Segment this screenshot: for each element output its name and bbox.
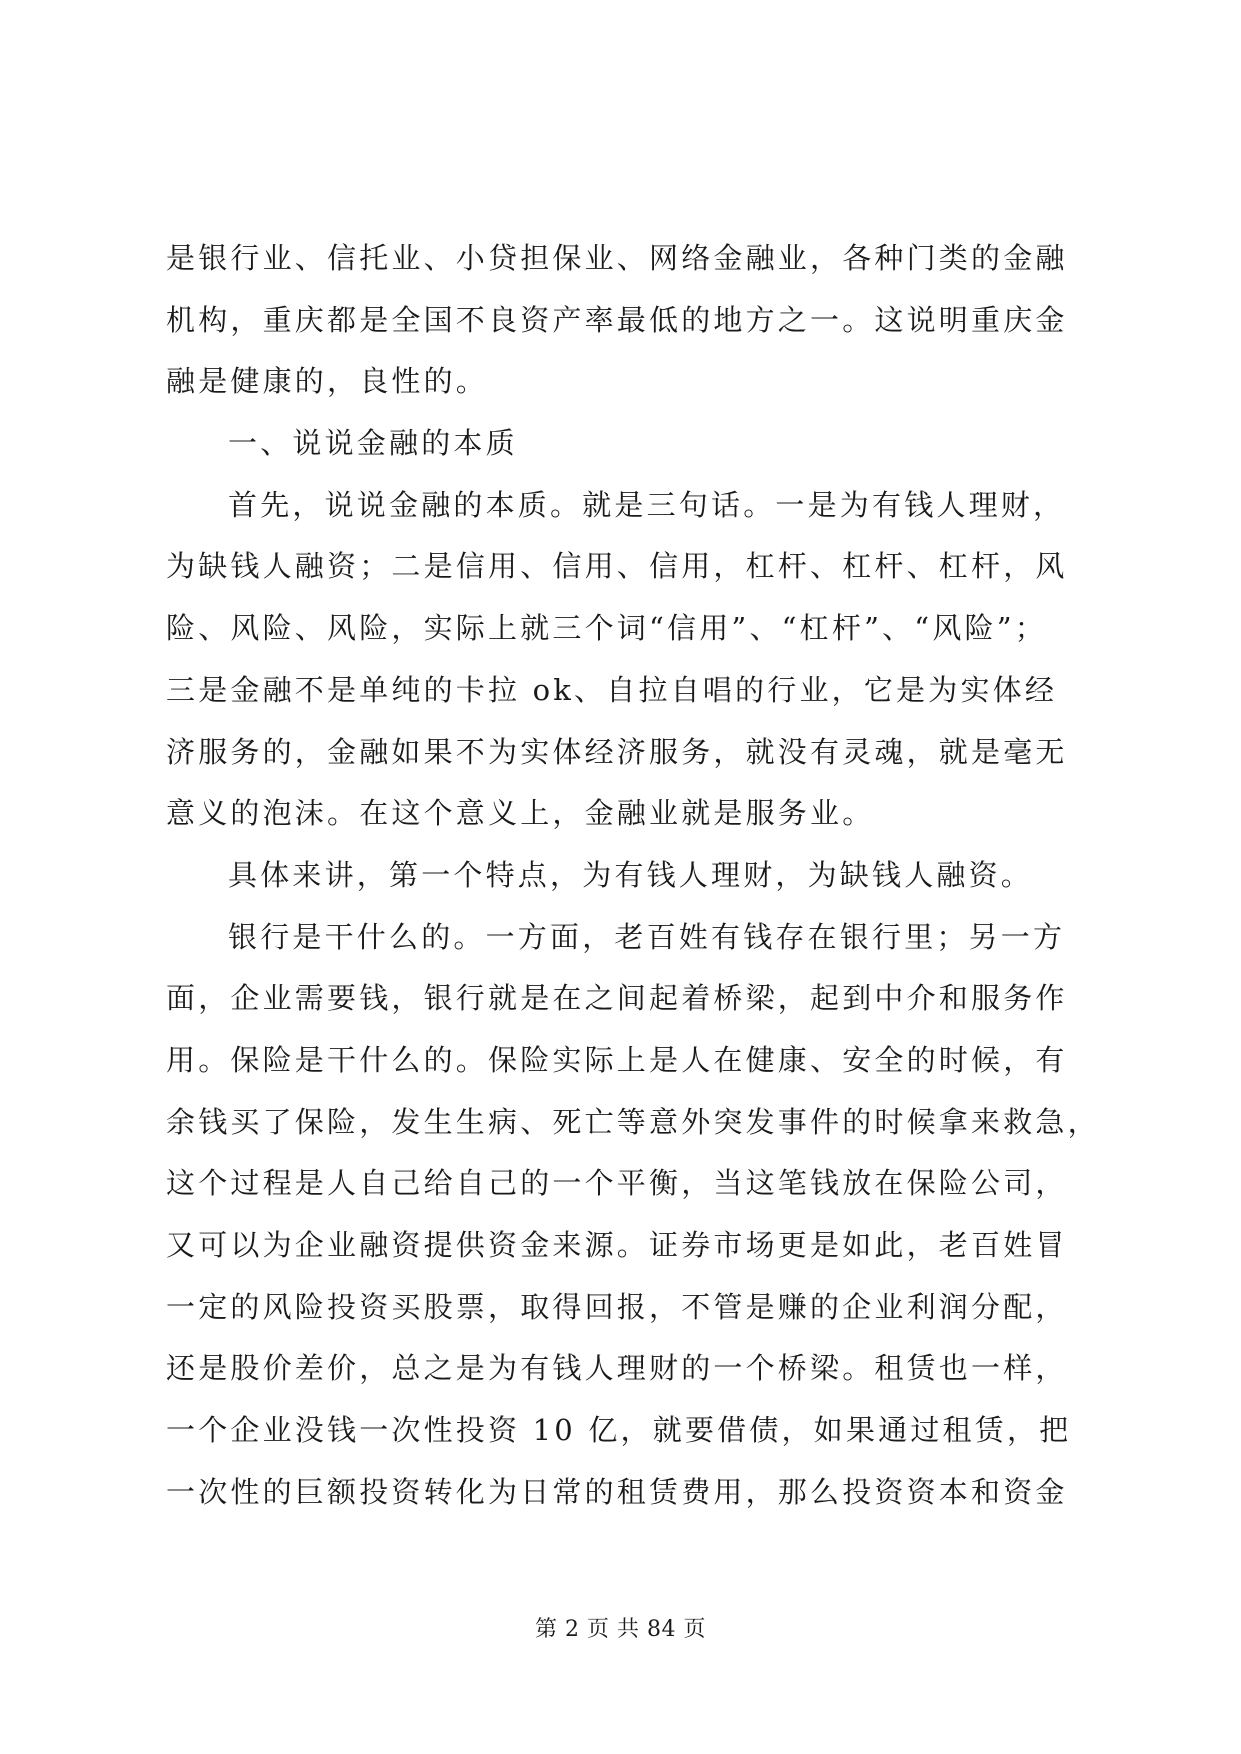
text-line: 用。保险是干什么的。保险实际上是人在健康、安全的时候，有 <box>166 1042 1068 1077</box>
document-body <box>166 228 1100 1523</box>
text-line: 面，企业需要钱，银行就是在之间起着桥梁，起到中介和服务作 <box>166 981 1068 1016</box>
text-line: 为缺钱人融资；二是信用、信用、信用，杠杆、杠杆、杠杆，风 <box>166 549 1068 584</box>
text-line: 三是金融不是单纯的卡拉 ok、自拉自唱的行业，它是为实体经 <box>166 672 1058 707</box>
page-number-footer: 第 2 页 共 84 页 <box>535 1617 706 1642</box>
text-line: 险、风险、风险，实际上就三个词“信用”、“杠杆”、“风险”； <box>166 611 1047 646</box>
text-line: 首先，说说金融的本质。就是三句话。一是为有钱人理财， <box>228 487 1066 522</box>
text-line: 余钱买了保险，发生生病、死亡等意外突发事件的时候拿来救急， <box>166 1104 1100 1139</box>
text-line: 具体来讲，第一个特点，为有钱人理财，为缺钱人融资。 <box>228 857 1034 892</box>
text-line: 机构，重庆都是全国不良资产率最低的地方之一。这说明重庆金 <box>166 302 1068 337</box>
text-line: 银行是干什么的。一方面，老百姓有钱存在银行里；另一方 <box>228 919 1066 954</box>
text-line: 还是股价差价，总之是为有钱人理财的一个桥梁。租赁也一样， <box>166 1351 1068 1386</box>
text-line: 意义的泡沫。在这个意义上，金融业就是服务业。 <box>166 796 875 831</box>
text-line: 是银行业、信托业、小贷担保业、网络金融业，各种门类的金融 <box>166 241 1068 275</box>
text-line: 一个企业没钱一次性投资 10 亿，就要借债，如果通过租赁，把 <box>166 1413 1072 1448</box>
text-line: 又可以为企业融资提供资金来源。证券市场更是如此，老百姓冒 <box>166 1228 1068 1262</box>
text-line: 这个过程是人自己给自己的一个平衡，当这笔钱放在保险公司， <box>166 1166 1068 1201</box>
text-line: 一定的风险投资买股票，取得回报，不管是赚的企业利润分配， <box>166 1289 1068 1324</box>
text-line: 济服务的，金融如果不为实体经济服务，就没有灵魂，就是毫无 <box>166 734 1068 769</box>
section-heading: 一、说说金融的本质 <box>228 426 518 461</box>
text-line: 一次性的巨额投资转化为日常的租赁费用，那么投资资本和资金 <box>166 1474 1068 1509</box>
text-line: 融是健康的，良性的。 <box>166 364 489 399</box>
